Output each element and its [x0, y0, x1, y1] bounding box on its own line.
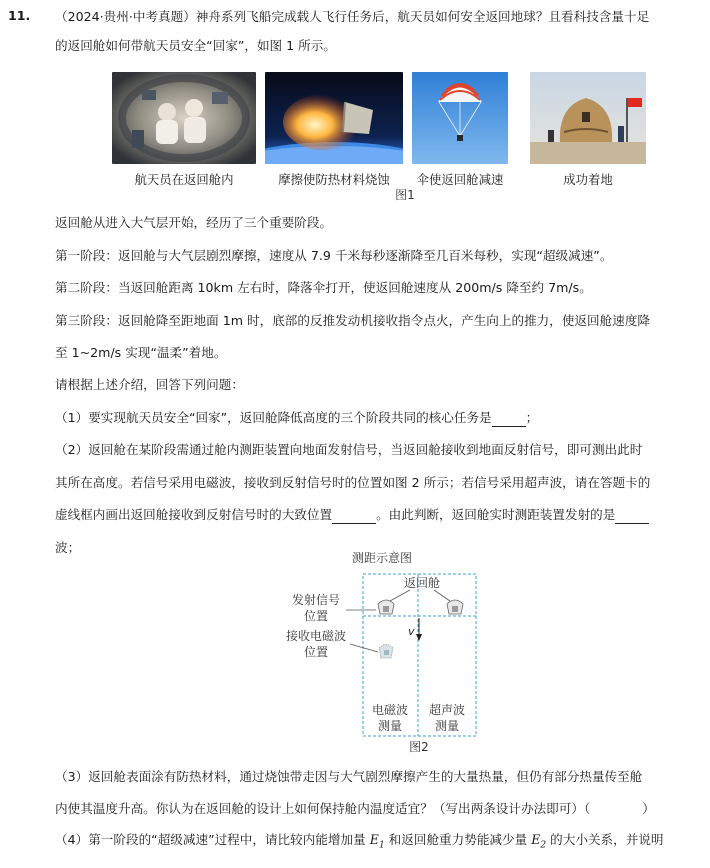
velocity-arrow-head	[416, 634, 422, 641]
paragraph-instruction: 请根据上述介绍，回答下列问题：	[55, 377, 244, 392]
photo-capsule-landed	[530, 72, 646, 164]
paragraph-stage-3-line2: 至 1~2m/s 实现“温柔”着地。	[55, 345, 227, 360]
figure1-label: 图1	[395, 188, 415, 202]
answer-blank-2b[interactable]	[615, 509, 649, 524]
photo-parachute-descent	[412, 72, 508, 164]
subquestion-4-text-c: 的大小关系，并说明	[546, 832, 664, 847]
figure2-diagram	[270, 548, 490, 758]
caption-parachute: 伞使返回舱减速	[416, 172, 504, 187]
subquestion-4	[55, 831, 702, 855]
photo-astronauts-in-capsule	[112, 72, 256, 164]
subquestion-3-line2	[55, 800, 702, 818]
emit-label-line1: 发射信号	[291, 593, 341, 607]
paragraph-stage-2: 第二阶段：当返回舱距离 10km 左右时，降落伞打开，使返回舱速度从 200m/s 降至约 7m/s。	[55, 280, 592, 295]
subquestion-3-line2-end: ）	[642, 801, 655, 816]
velocity-label: v	[408, 625, 415, 638]
symbol-e1-sub: 1	[378, 840, 385, 851]
subquestion-3-line2-text: 内使其温度升高。你认为在返回舱的设计上如何保持舱内温度适宜？（写出两条设计办法即可）（	[55, 801, 591, 816]
paragraph-stage-1: 第一阶段：返回舱与大气层剧烈摩擦，速度从 7.9 千米每秒逐渐降至几百米每秒，实现“超级减速”。	[55, 248, 613, 263]
subquestion-4-text-b: 和返回舱重力势能减少量	[384, 832, 532, 847]
capsule-receive-electromagnetic-icon	[379, 645, 393, 659]
subquestion-3-line1: （3）返回舱表面涂有防热材料，通过烧蚀带走因与大气剧烈摩擦产生的大量热量，但仍有部分热量传至舱	[55, 769, 643, 784]
receive-pointer	[350, 644, 378, 652]
figure2-label: 图2	[409, 740, 429, 754]
answer-blank-2a[interactable]	[332, 509, 376, 524]
capsule-pointer-right	[434, 590, 450, 601]
capsule-label: 返回舱	[403, 576, 441, 590]
paragraph-stage-3-line1: 第三阶段：返回舱降至距地面 1m 时，底部的反推发动机接收指令点火，产生向上的推力，使返回舱速度降	[55, 313, 651, 328]
capsule-emit-ultrasonic-icon	[447, 600, 463, 614]
subquestion-4-text-a: （4）第一阶段的“超级减速”过程中，请比较内能增加量	[55, 832, 370, 847]
question-intro-line1: （2024·贵州·中考真题）神舟系列飞船完成载人飞行任务后，航天员如何安全返回地球？且看科技含量十足	[55, 9, 650, 24]
answer-blank-1[interactable]	[492, 412, 526, 427]
receive-label-line1: 接收电磁波	[285, 629, 347, 643]
subquestion-2-line1: （2）返回舱在某阶段需通过舱内测距装置向地面发射信号，当返回舱接收到地面反射信号，即可测出此时	[55, 442, 643, 457]
paragraph-stages-intro: 返回舱从进入大气层开始，经历了三个重要阶段。	[55, 215, 333, 230]
receive-label-line2: 位置	[303, 645, 329, 659]
symbol-e1	[369, 832, 385, 851]
emit-label-line2: 位置	[303, 609, 329, 623]
symbol-e1-letter: E	[369, 832, 379, 847]
capsule-pointer-left	[390, 590, 410, 601]
col-electromagnetic-line2: 测量	[377, 719, 403, 733]
col-ultrasonic-line2: 测量	[434, 719, 460, 733]
caption-landed: 成功着地	[563, 172, 613, 187]
figure2-title: 测距示意图	[351, 551, 413, 565]
subquestion-1	[55, 409, 702, 427]
col-electromagnetic-line1: 电磁波	[371, 703, 409, 717]
question-number: 11.	[8, 8, 31, 23]
capsule-emit-electromagnetic-icon	[378, 600, 394, 614]
subquestion-2-line4: 波；	[55, 540, 81, 555]
caption-astronauts: 航天员在返回舱内	[134, 172, 234, 187]
subquestion-1-text: （1）要实现航天员安全“回家”，返回舱降低高度的三个阶段共同的核心任务是	[55, 410, 492, 425]
subquestion-1-end: ；	[525, 410, 539, 425]
subquestion-2-line3a: 虚线框内画出返回舱接收到反射信号时的大致位置	[55, 507, 333, 522]
caption-ablation: 摩擦使防热材料烧蚀	[278, 172, 390, 187]
symbol-e2-sub: 2	[540, 840, 547, 851]
subquestion-2-line2: 其所在高度。若信号采用电磁波，接收到反射信号时的位置如图 2 所示；若信号采用超声波，请在答题卡的	[55, 475, 651, 490]
question-intro-line2: 的返回舱如何带航天员安全“回家”，如图 1 所示。	[55, 38, 336, 53]
subquestion-2-line3b: 。由此判断，返回舱实时测距装置发射的是	[376, 507, 616, 522]
symbol-e2	[531, 832, 547, 851]
photo-ablation-heat	[265, 72, 403, 164]
symbol-e2-letter: E	[531, 832, 541, 847]
col-ultrasonic-line1: 超声波	[428, 703, 466, 717]
subquestion-2-line3	[55, 506, 702, 524]
